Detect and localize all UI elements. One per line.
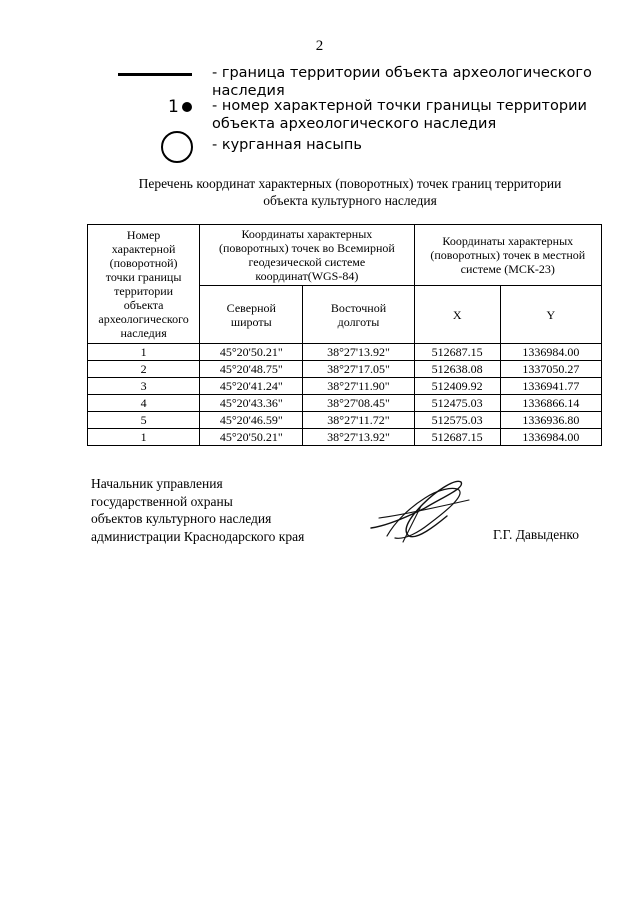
- cell-latitude: 45°20'41.24": [200, 378, 303, 395]
- header-text: характерной: [111, 242, 176, 256]
- cell-x: 512575.03: [414, 412, 500, 429]
- point-number-label: 1: [168, 97, 179, 117]
- header-north-latitude: [200, 286, 303, 344]
- header-text: Номер: [126, 228, 161, 242]
- signer-name: Г.Г. Давыденко: [493, 527, 580, 542]
- cell-latitude: 45°20'46.59": [200, 412, 303, 429]
- legend-point-text-line-1: - номер характерной точки границы территории: [212, 98, 587, 114]
- signatory-title-line-1: Начальник управления: [91, 476, 223, 491]
- cell-longitude: 38°27'11.90": [303, 378, 414, 395]
- cell-y: 1336936.80: [500, 412, 601, 429]
- cell-y: 1336984.00: [500, 344, 601, 361]
- cell-longitude: 38°27'17.05": [303, 361, 414, 378]
- header-text: территории: [114, 284, 174, 298]
- header-text: (поворотных) точек во Всемирной: [219, 241, 395, 255]
- signatory-title: [91, 475, 304, 545]
- coordinates-table: [87, 224, 602, 446]
- page-number: 2: [315, 38, 324, 54]
- header-text: Северной: [226, 300, 276, 315]
- header-text: широты: [230, 314, 272, 329]
- header-text: координат(WGS-84): [255, 269, 359, 283]
- header-text: точки границы: [105, 270, 182, 284]
- table-header-row: [88, 225, 602, 286]
- table-row: [88, 395, 602, 412]
- header-wgs84: [200, 225, 414, 286]
- cell-x: 512638.08: [414, 361, 500, 378]
- header-text: Координаты характерных: [442, 234, 574, 248]
- header-text: объекта: [123, 298, 164, 312]
- cell-point: 5: [88, 412, 200, 429]
- legend-point-text: [212, 97, 587, 133]
- cell-latitude: 45°20'50.21": [200, 429, 303, 446]
- header-text: (поворотных) точек в местной: [430, 248, 586, 262]
- table-row: [88, 378, 602, 395]
- cell-latitude: 45°20'43.36": [200, 395, 303, 412]
- header-text: (поворотной): [109, 256, 178, 270]
- cell-x: 512687.15: [414, 344, 500, 361]
- list-title-line-1: Перечень координат характерных (поворотных) точек границ территории: [138, 176, 562, 191]
- cell-latitude: 45°20'50.21": [200, 344, 303, 361]
- cell-point: 4: [88, 395, 200, 412]
- handwritten-signature: [365, 478, 475, 548]
- legend-boundary-text-line-1: - граница территории объекта археологического: [212, 65, 592, 81]
- header-x: X: [414, 286, 500, 344]
- header-text: археологического: [98, 312, 189, 326]
- legend-boundary-text-line-2: наследия: [212, 83, 285, 99]
- header-text: наследия: [120, 326, 167, 340]
- cell-longitude: 38°27'13.92": [303, 344, 414, 361]
- cell-latitude: 45°20'48.75": [200, 361, 303, 378]
- legend-point-text-line-2: объекта археологического наследия: [212, 116, 497, 132]
- cell-longitude: 38°27'08.45": [303, 395, 414, 412]
- cell-point: 1: [88, 344, 200, 361]
- cell-y: 1336984.00: [500, 429, 601, 446]
- header-y: Y: [500, 286, 601, 344]
- header-text: Восточной: [330, 300, 387, 315]
- cell-longitude: 38°27'11.72": [303, 412, 414, 429]
- header-text: долготы: [337, 314, 380, 329]
- boundary-line-symbol: [118, 73, 192, 76]
- table-row: [88, 429, 602, 446]
- mound-circle-icon: [161, 131, 193, 163]
- legend-boundary-text: [212, 64, 592, 100]
- header-point-number: [88, 225, 200, 344]
- cell-x: 512475.03: [414, 395, 500, 412]
- signatory-title-line-3: объектов культурного наследия: [91, 511, 272, 526]
- signatory-title-line-4: администрации Краснодарского края: [91, 528, 305, 544]
- cell-longitude: 38°27'13.92": [303, 429, 414, 446]
- cell-x: 512687.15: [414, 429, 500, 446]
- cell-point: 1: [88, 429, 200, 446]
- point-dot-icon: [182, 102, 192, 112]
- table-row: [88, 361, 602, 378]
- table-row: [88, 412, 602, 429]
- table-row: [88, 344, 602, 361]
- cell-y: 1336866.14: [500, 395, 601, 412]
- cell-y: 1337050.27: [500, 361, 601, 378]
- header-text: Координаты характерных: [241, 227, 373, 241]
- legend-mound-text: - курганная насыпь: [212, 137, 362, 153]
- header-east-longitude: [303, 286, 414, 344]
- coordinates-list-title: [60, 175, 639, 209]
- list-title-line-2: объекта культурного наследия: [263, 193, 437, 208]
- cell-x: 512409.92: [414, 378, 500, 395]
- cell-point: 3: [88, 378, 200, 395]
- header-text: геодезической системе: [248, 255, 366, 269]
- header-text: системе (МСК-23): [460, 262, 555, 276]
- cell-point: 2: [88, 361, 200, 378]
- cell-y: 1336941.77: [500, 378, 601, 395]
- header-msk23: [414, 225, 601, 286]
- signatory-title-line-2: государственной охраны: [91, 493, 233, 509]
